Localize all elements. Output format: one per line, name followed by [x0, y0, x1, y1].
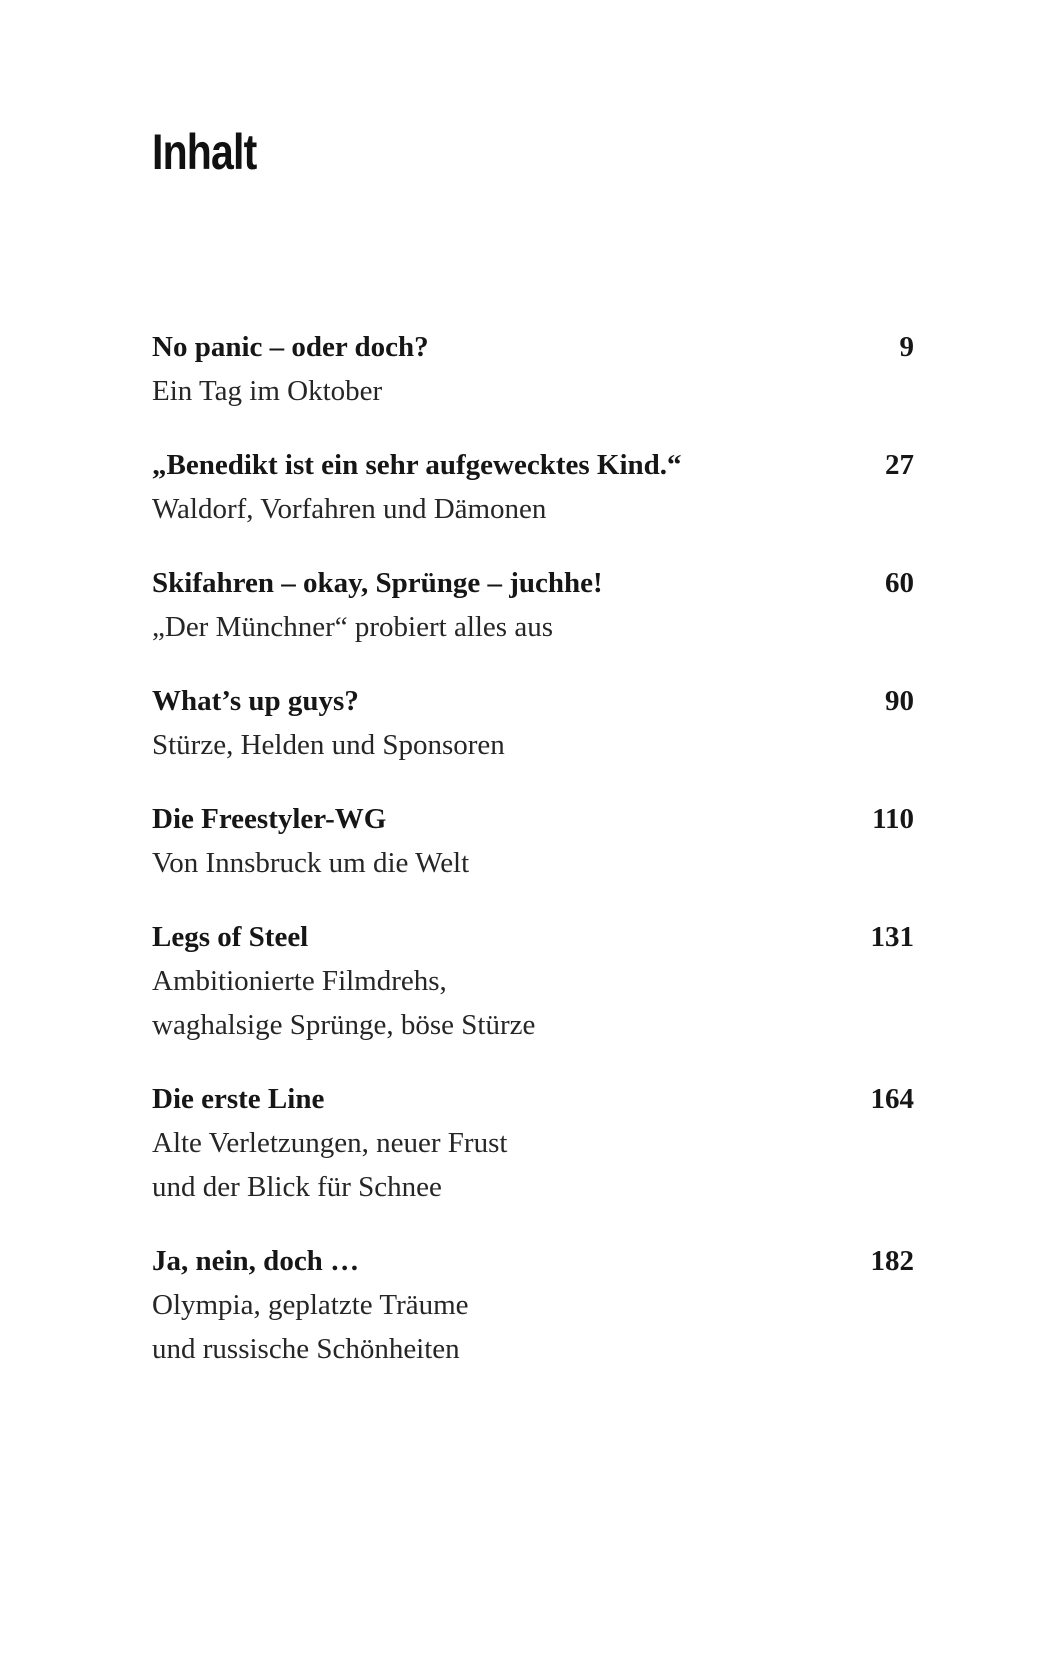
chapter-title: „Benedikt ist ein sehr aufgewecktes Kind.“ [152, 449, 682, 481]
chapter-subtitle-line: Waldorf, Vorfahren und Dämonen [152, 493, 547, 525]
chapter-page-number: 27 [885, 449, 914, 481]
toc-entry-header [152, 325, 914, 369]
toc-entry-header [152, 797, 914, 841]
toc-entry [152, 1239, 914, 1371]
toc-entry [152, 679, 914, 767]
chapter-subtitle-line: Alte Verletzungen, neuer Frust [152, 1127, 508, 1159]
toc-entry-header [152, 1239, 914, 1283]
chapter-page-number: 182 [870, 1245, 914, 1277]
toc-entry [152, 325, 914, 413]
chapter-page-number: 164 [870, 1083, 914, 1115]
toc-entry-header [152, 915, 914, 959]
chapter-subtitle-line: und der Blick für Schnee [152, 1171, 442, 1203]
toc-entry-header [152, 443, 914, 487]
chapter-title: Die erste Line [152, 1083, 325, 1115]
chapter-title: What’s up guys? [152, 685, 359, 717]
chapter-title: Legs of Steel [152, 921, 309, 953]
chapter-subtitle-line: „Der Münchner“ probiert alles aus [152, 611, 554, 643]
page-title: Inhalt [152, 124, 257, 180]
chapter-page-number: 90 [885, 685, 914, 717]
chapter-page-number: 9 [899, 331, 914, 363]
table-of-contents [152, 325, 914, 1401]
chapter-title: Ja, nein, doch … [152, 1245, 360, 1277]
chapter-subtitle-line: Olympia, geplatzte Träume [152, 1289, 469, 1321]
chapter-subtitle-line: Von Innsbruck um die Welt [152, 847, 470, 879]
toc-entry [152, 443, 914, 531]
chapter-subtitle-line: Ein Tag im Oktober [152, 375, 383, 407]
toc-entry-header [152, 561, 914, 605]
chapter-title: No panic – oder doch? [152, 331, 429, 363]
chapter-subtitle-line: und russische Schönheiten [152, 1333, 460, 1365]
toc-entry [152, 915, 914, 1047]
chapter-title: Skifahren – okay, Sprünge – juchhe! [152, 567, 603, 599]
chapter-title: Die Freestyler-WG [152, 803, 387, 835]
chapter-subtitle-line: waghalsige Sprünge, böse Stürze [152, 1009, 536, 1041]
toc-entry [152, 797, 914, 885]
toc-entry-header [152, 1077, 914, 1121]
toc-entry-header [152, 679, 914, 723]
chapter-subtitle-line: Ambitionierte Filmdrehs, [152, 965, 447, 997]
chapter-subtitle-line: Stürze, Helden und Sponsoren [152, 729, 505, 761]
toc-entry [152, 1077, 914, 1209]
chapter-page-number: 131 [870, 921, 914, 953]
toc-entry [152, 561, 914, 649]
chapter-page-number: 110 [872, 803, 914, 835]
chapter-page-number: 60 [885, 567, 914, 599]
